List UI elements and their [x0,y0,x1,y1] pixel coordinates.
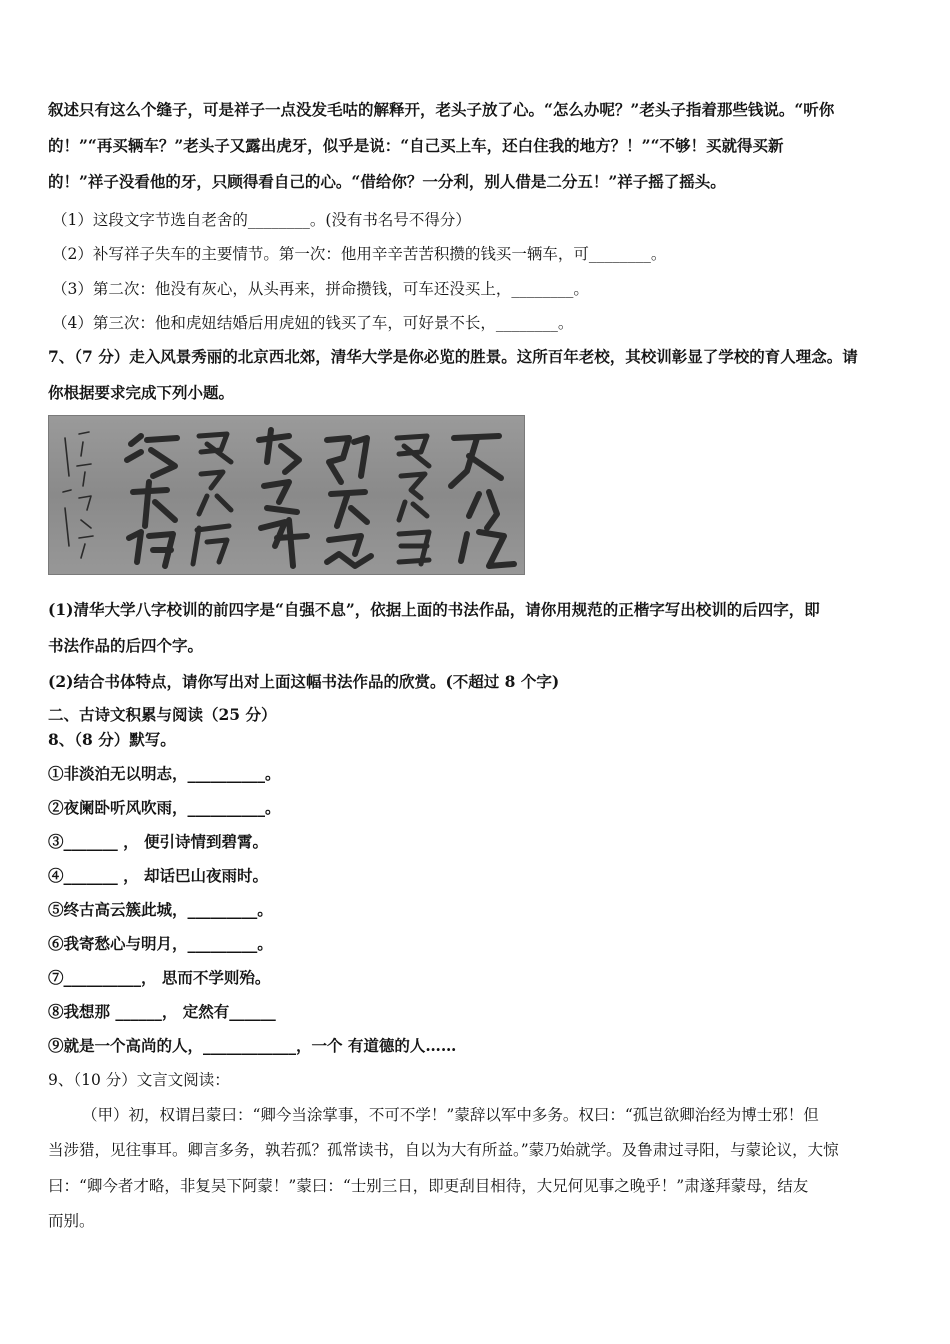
question-7-2: (2)结合书体特点，请你写出对上面这幅书法作品的欣赏。(不超过 8 个字) [48,672,560,691]
question-7-1: (1)清华大学八字校训的前四字是“自强不息”，依据上面的书法作品，请你用规范的正楷字写出校训的后四字，即 [48,600,820,619]
section-heading: 二、古诗文积累与阅读（25 分） [48,705,277,724]
passage-line: 叙述只有这么个缝子，可是祥子一点没发毛咕的解释开，老头子放了心。“怎么办呢？”老头子指着那些钱说。“听你 [48,100,835,119]
question-6-3: （3）第二次：他没有灰心，从头再来，拼命攒钱，可车还没买上，________。 [52,280,589,298]
calligraphy-artwork [49,416,525,575]
classical-passage-line: 当涉猎，见往事耳。卿言多务，孰若孤？孤常读书，自以为大有所益。”蒙乃始就学。及鲁肃过寻阳，与蒙论议，大惊 [48,1141,839,1159]
dictation-item: ⑦__________， 思而不学则殆。 [48,968,271,987]
question-7-stem-cont: 你根据要求完成下列小题。 [48,383,235,402]
dictation-item: ③_______ ， 便引诗情到碧霄。 [48,832,269,851]
classical-passage-line: 曰：“卿今者才略，非复吴下阿蒙！”蒙曰：“士别三日，即更刮目相待，大兄何见事之晚乎！”肃遂拜蒙母，结友 [48,1177,809,1195]
dictation-item: ②夜阑卧听风吹雨，__________。 [48,798,281,817]
question-7-1-cont: 书法作品的后四个字。 [48,636,204,655]
dictation-item: ⑥我寄愁心与明月，_________。 [48,934,273,953]
dictation-item: ⑤终古高云簇此城，_________。 [48,900,273,919]
question-9-stem: 9、（10 分）文言文阅读： [48,1071,230,1089]
passage-line: 的！”祥子没看他的牙，只顾得看自己的心。“借给你？一分利，别人借是二分五！”祥子摇了摇头。 [48,172,726,191]
question-7-stem: 7、（7 分）走入风景秀丽的北京西北郊，清华大学是你必览的胜景。这所百年老校，其校训彰显了学校的育人理念。请 [48,347,858,366]
question-6-1: （1）这段文字节选自老舍的________。(没有书名号不得分） [52,211,471,229]
classical-passage-line: 而别。 [48,1212,95,1230]
classical-passage-line: （甲）初，权谓吕蒙曰：“卿今当涂掌事，不可不学！”蒙辞以军中多务。权曰：“孤岂欲卿治经为博士邪！但 [82,1106,819,1124]
dictation-item: ④_______ ， 却话巴山夜雨时。 [48,866,269,885]
calligraphy-image [48,415,525,575]
question-8-stem: 8、（8 分）默写。 [48,730,176,749]
passage-line: 的！”“再买辆车？”老头子又露出虎牙，似乎是说：“自己买上车，还白住我的地方？！”“不够！买就得买新 [48,136,784,155]
question-6-2: （2）补写祥子失车的主要情节。第一次：他用辛辛苦苦积攒的钱买一辆车，可________。 [52,245,667,263]
question-6-4: （4）第三次：他和虎妞结婚后用虎妞的钱买了车，可好景不长，________。 [52,314,574,332]
dictation-item: ⑧我想那 ______， 定然有______ [48,1002,276,1021]
dictation-item: ⑨就是一个高尚的人，____________，一个 有道德的人…… [48,1036,457,1055]
dictation-item: ①非淡泊无以明志，__________。 [48,764,281,783]
